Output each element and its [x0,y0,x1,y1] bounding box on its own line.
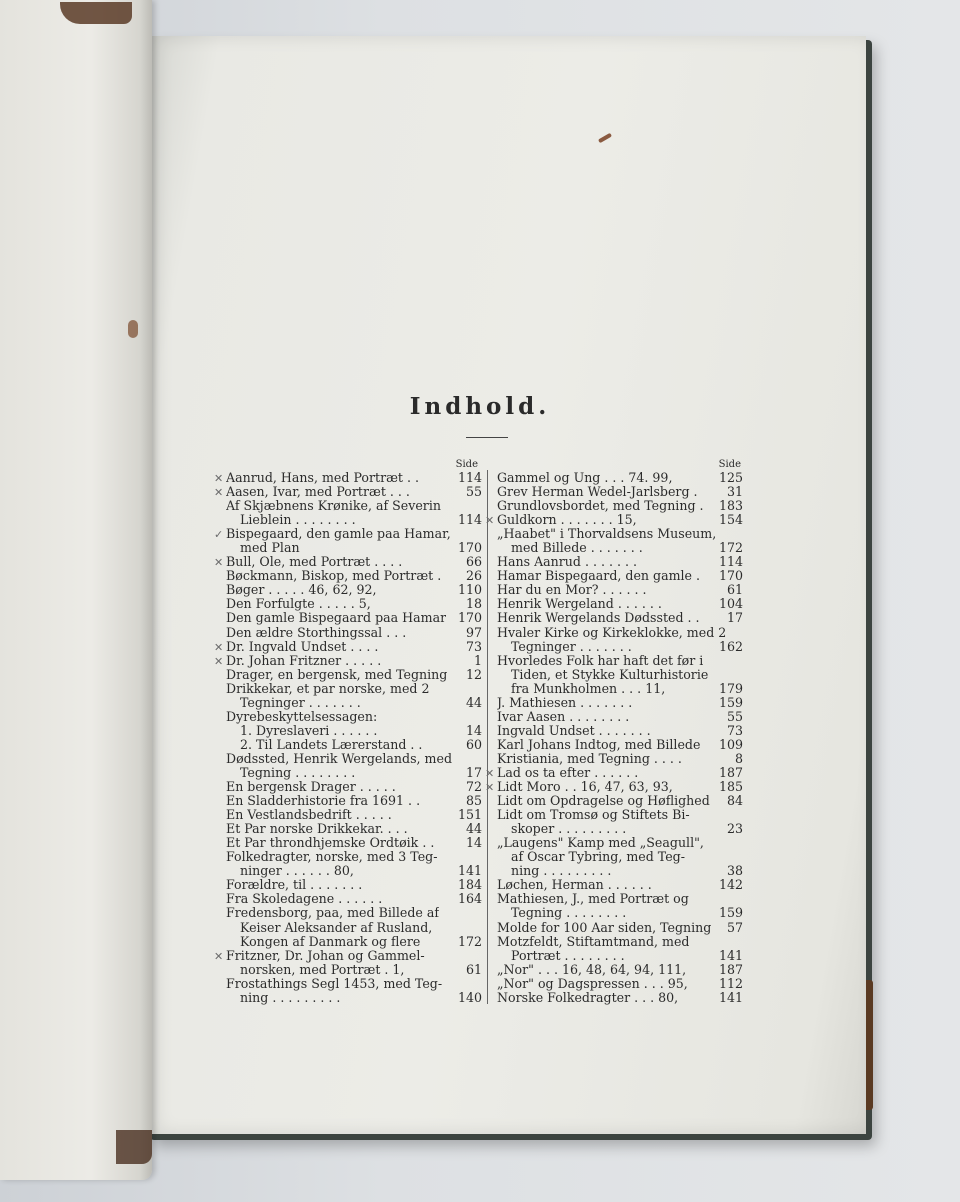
toc-entry-text: Løchen, Herman . . . . . . [497,878,652,893]
toc-page-number: 141 [457,864,482,879]
title-rule [466,437,508,438]
toc-line [497,977,743,991]
toc-line [497,513,743,527]
toc-entry [226,668,482,682]
toc-entry-text: Drikkekar, et par norske, med 2 [226,681,430,696]
toc-page-number: 17 [465,765,482,780]
toc-entry-text: Hvaler Kirke og Kirkeklokke, med 2 [497,625,727,640]
toc-entry [226,906,482,948]
toc-page-number: 44 [465,822,482,837]
toc-entry [226,597,482,611]
toc-page-number: 8 [734,751,743,766]
toc-line [497,780,743,794]
toc-page-number: 44 [465,695,482,710]
toc-entry [497,654,743,696]
toc-entry-text: Ingvald Undset . . . . . . . [497,723,651,738]
toc-page-number: 141 [718,948,743,963]
toc-entry-text: Tiden, et Stykke Kulturhistorie [511,667,709,682]
toc-page-number: 61 [465,962,482,977]
toc-line [497,850,743,864]
toc-entry [226,611,482,625]
toc-entry-text: Lidt om Opdragelse og Høflighed [497,794,710,809]
toc-entry-text: Aasen, Ivar, med Portræt . . . [226,485,410,500]
toc-line [497,569,743,583]
toc-entry [497,738,743,752]
toc-page-number: 187 [718,962,743,977]
toc-page-number: 104 [718,597,743,612]
toc-page-number: 179 [718,681,743,696]
toc-page-number: 66 [465,555,482,570]
toc-entry-text: Den gamle Bispegaard paa Hamar [226,611,447,626]
toc-entry [214,485,482,500]
pencil-mark: ✓ [214,528,224,542]
toc-entry-text: Molde for 100 Aar siden, Tegning [497,920,712,935]
toc-line [497,640,743,654]
side-label: Side [718,459,741,470]
toc-line [226,752,482,766]
toc-line [497,822,743,836]
toc-line [497,836,743,850]
toc-entry [497,696,743,710]
toc-page-number: 55 [465,485,482,500]
pencil-mark: ✕ [214,486,224,500]
toc-entry-text: Den Forfulgte . . . . . 5, [226,597,371,612]
toc-line [226,583,482,597]
toc-line [226,626,482,640]
toc-entry-text: Guldkorn . . . . . . . 15, [497,513,637,528]
toc-line [497,794,743,808]
toc-right-column [485,458,743,1005]
toc-entry [497,836,743,878]
toc-entry-text: Frostathings Segl 1453, med Teg- [226,976,443,991]
toc-entry-text: fra Munkholmen . . . 11, [511,681,666,696]
column-divider [487,470,488,1004]
toc-entry [226,724,482,738]
toc-page-number: 60 [465,737,482,752]
toc-entry-text: Ivar Aasen . . . . . . . . [497,709,630,724]
toc-entry-text: „Nor" . . . 16, 48, 64, 94, 111, [497,962,687,977]
toc-entry [214,639,482,654]
toc-line [497,499,743,513]
toc-page-number: 23 [726,822,743,837]
toc-entry-text: Bull, Ole, med Portræt . . . . [226,555,403,570]
toc-line [226,850,482,864]
toc-line [226,710,482,724]
toc-line [226,822,482,836]
toc-entry-text: ninger . . . . . . 80, [240,864,354,879]
pencil-mark: ✕ [214,949,224,963]
toc-entry [497,611,743,625]
toc-line [226,569,482,583]
toc-page-number: 114 [718,555,743,570]
toc-line [226,878,482,892]
toc-entry-text: Den ældre Storthingssal . . . [226,625,407,640]
toc-entry-text: „Haabet" i Thorvaldsens Museum, [497,527,717,542]
toc-page-number: 31 [726,485,743,500]
toc-page-number: 142 [718,878,743,893]
toc-entry-text: 1. Dyreslaveri . . . . . . [240,723,378,738]
toc-line [497,583,743,597]
toc-line [497,471,743,485]
toc-entry [497,808,743,836]
toc-line [497,611,743,625]
toc-line [497,949,743,963]
toc-line [497,626,743,640]
toc-line [226,541,482,555]
toc-entry-text: Af Skjæbnens Krønike, af Severin [226,499,441,514]
toc-page-number: 114 [457,513,482,528]
toc-entry [497,892,743,920]
toc-entry [497,527,743,555]
toc-entry [214,653,482,668]
toc-page-number: 38 [726,864,743,879]
toc-entry-text: Tegning . . . . . . . . [240,765,356,780]
toc-page-number: 17 [726,611,743,626]
toc-entry-text: Grundlovsbordet, med Tegning . [497,499,704,514]
toc-entry-text: En bergensk Drager . . . . . [226,780,396,795]
toc-line [226,949,482,963]
toc-entry [214,555,482,570]
toc-entry-text: Har du en Mor? . . . . . . [497,583,647,598]
toc-entry [497,485,743,499]
pencil-mark: ✕ [485,781,495,795]
toc-entry-text: Hvorledes Folk har haft det før i [497,653,704,668]
toc-line [497,808,743,822]
toc-entry-text: skoper . . . . . . . . . [511,822,627,837]
toc-entry-text: Motzfeldt, Stiftamtmand, med [497,934,690,949]
toc-entry-text: Fredensborg, paa, med Billede af [226,906,440,921]
toc-line [497,597,743,611]
toc-line [226,668,482,682]
toc-page-number: 84 [726,794,743,809]
toc-line [226,892,482,906]
toc-entry-text: Gammel og Ung . . . 74. 99, [497,471,673,485]
leaf-stain [128,320,138,338]
toc-entry-text: Lad os ta efter . . . . . . [497,765,639,780]
toc-page-number: 73 [726,723,743,738]
toc-entry [226,710,482,724]
toc-entry [497,710,743,724]
toc-entry [226,738,482,752]
toc-entry-text: Dødssted, Henrik Wergelands, med [226,751,453,766]
toc-line [226,485,482,499]
toc-line [226,906,482,920]
toc-entry-text: Lidt om Tromsø og Stiftets Bi- [497,808,690,823]
toc-line [226,513,482,527]
toc-line [226,808,482,822]
toc-entry-text: „Laugens" Kamp med „Seagull", [497,836,704,851]
toc-page-number: 159 [718,906,743,921]
toc-entry-text: Mathiesen, J., med Portræt og [497,892,689,907]
toc-page-number: 183 [718,499,743,514]
toc-entry [226,836,482,850]
toc-entry-text: Forældre, til . . . . . . . [226,878,363,893]
toc-entry [497,724,743,738]
toc-entry-text: J. Mathiesen . . . . . . . [497,695,633,710]
toc-entry [226,892,482,906]
toc-entry [226,626,482,640]
pencil-mark: ✕ [214,640,224,654]
toc-entry-text: Grev Herman Wedel-Jarlsberg . [497,485,698,500]
toc-entry-text: norsken, med Portræt . 1, [240,962,405,977]
toc-entry-text: ning . . . . . . . . . [511,864,612,879]
toc-line [226,696,482,710]
toc-entry-text: Lieblein . . . . . . . . [240,513,356,528]
toc-line [226,654,482,668]
toc-line [497,766,743,780]
toc-page-number: 26 [465,569,482,584]
toc-entry [214,471,482,485]
toc-page-number: 172 [457,934,482,949]
toc-entry [497,555,743,569]
toc-entry [226,583,482,597]
toc-entry [497,794,743,808]
toc-page-number: 14 [465,836,482,851]
toc-page-number: 12 [465,667,482,682]
toc-entry-text: Karl Johans Indtog, med Billede [497,737,701,752]
toc-entry-text: Dyrebeskyttelsessagen: [226,709,378,724]
facing-page-leaf [0,0,152,1180]
toc-entry-text: ning . . . . . . . . . [240,990,341,1005]
toc-line [497,668,743,682]
toc-line [226,611,482,625]
toc-entry [497,499,743,513]
toc-entry-text: Henrik Wergelands Dødssted . . [497,611,700,626]
toc-line [497,752,743,766]
toc-entry [226,878,482,892]
toc-entry [226,752,482,780]
toc-line [497,864,743,878]
toc-entry-text: Bøckmann, Biskop, med Portræt . [226,569,442,584]
toc-line [226,794,482,808]
toc-page-number: 73 [465,639,482,654]
toc-entry-text: Hans Aanrud . . . . . . . [497,555,638,570]
toc-line [497,654,743,668]
toc-entry [497,935,743,963]
toc-entry-text: Keiser Aleksander af Rusland, [240,920,433,935]
toc-entry [497,963,743,977]
toc-line [497,724,743,738]
toc-entry-text: med Plan [240,541,300,556]
toc-line [497,541,743,555]
page-title: Indhold. [409,393,551,420]
toc-entry-text: Bispegaard, den gamle paa Hamar, [226,527,451,542]
toc-entry-text: Tegninger . . . . . . . [511,639,632,654]
toc-entry-text: Bøger . . . . . 46, 62, 92, [226,583,377,598]
toc-page-number: 18 [465,597,482,612]
toc-entry [497,583,743,597]
toc-line [497,696,743,710]
toc-page-number: 97 [465,625,482,640]
toc-entry [497,977,743,991]
toc-page-number: 14 [465,723,482,738]
toc-page-number: 85 [465,794,482,809]
toc-line [497,710,743,724]
toc-line [226,963,482,977]
toc-line [226,471,482,485]
toc-entry-text: Fra Skoledagene . . . . . . [226,892,383,907]
toc-entry [497,569,743,583]
toc-page-number: 1 [473,653,482,668]
toc-page-number: 170 [718,569,743,584]
toc-line [226,935,482,949]
side-label: Side [455,459,478,470]
toc-page-number: 109 [718,737,743,752]
toc-entry-text: Kristiania, med Tegning . . . . [497,751,682,766]
toc-entry [497,626,743,654]
toc-page-number: 140 [457,990,482,1005]
toc-left-column [214,458,482,1005]
toc-entry [497,991,743,1005]
toc-line [226,780,482,794]
toc-entry [226,780,482,794]
toc-entry [485,780,743,795]
toc-entry [226,794,482,808]
toc-line [497,921,743,935]
toc-page-number: 187 [718,765,743,780]
toc-entry-text: Tegning . . . . . . . . [511,906,627,921]
toc-line [497,991,743,1005]
toc-line [497,485,743,499]
toc-page-number: 170 [457,611,482,626]
leaf-stain [60,2,132,24]
toc-line [226,499,482,513]
toc-line [226,738,482,752]
toc-line [497,682,743,696]
toc-entry [226,850,482,878]
toc-entry-text: Folkedragter, norske, med 3 Teg- [226,850,438,865]
toc-page-number: 164 [457,892,482,907]
toc-entry-text: af Oscar Tybring, med Teg- [511,850,685,865]
toc-entry [497,921,743,935]
toc-line [226,977,482,991]
toc-line [226,682,482,696]
toc-entry [226,499,482,527]
toc-page-number: 110 [457,583,482,598]
pencil-mark: ✕ [485,514,495,528]
toc-line [497,527,743,541]
toc-line [226,640,482,654]
toc-line [226,527,482,541]
toc-entry-text: med Billede . . . . . . . [511,541,643,556]
toc-line [226,991,482,1005]
toc-page-number: 55 [726,709,743,724]
toc-page-number: 125 [718,471,743,485]
toc-line [497,892,743,906]
toc-entry-text: Tegninger . . . . . . . [240,695,361,710]
toc-page-number: 72 [465,780,482,795]
page-speck [598,133,612,143]
pencil-mark: ✕ [214,556,224,570]
toc-entry-text: 2. Til Landets Lærerstand . . [240,737,423,752]
toc-page-number: 61 [726,583,743,598]
toc-entry [497,752,743,766]
toc-page-number: 162 [718,639,743,654]
toc-line [226,597,482,611]
toc-line [497,963,743,977]
toc-page-number: 57 [726,920,743,935]
pencil-mark: ✕ [214,472,224,485]
toc-entry [485,765,743,780]
toc-entry-text: „Nor" og Dagspressen . . . 95, [497,976,688,991]
toc-page-number: 159 [718,695,743,710]
toc-page-number: 154 [718,513,743,528]
toc-entry [485,513,743,528]
toc-entry-text: En Vestlandsbedrift . . . . . [226,808,392,823]
toc-entry-text: Aanrud, Hans, med Portræt . . [226,471,420,485]
toc-line [226,724,482,738]
toc-line [226,921,482,935]
toc-entry-text: Hamar Bispegaard, den gamle . [497,569,701,584]
toc-entry-text: Drager, en bergensk, med Tegning [226,667,448,682]
toc-entry [214,948,482,977]
toc-entry-text: Et Par throndhjemske Ordtøik . . [226,836,435,851]
toc-page-number: 151 [457,808,482,823]
toc-entry [226,977,482,1005]
toc-page-number: 141 [718,990,743,1005]
toc-page-number: 170 [457,541,482,556]
toc-line [497,738,743,752]
toc-line [497,555,743,569]
toc-entry-text: Kongen af Danmark og flere [240,934,421,949]
toc-line [497,878,743,892]
toc-entry [226,682,482,710]
toc-entry-text: Henrik Wergeland . . . . . . [497,597,662,612]
pencil-mark: ✕ [214,654,224,668]
toc-entry [226,808,482,822]
toc-line [226,555,482,569]
toc-line [497,935,743,949]
toc-line [226,836,482,850]
toc-entry-text: Portræt . . . . . . . . [511,948,625,963]
pencil-mark: ✕ [485,766,495,780]
toc-line [226,766,482,780]
toc-entry [497,471,743,485]
toc-page-number: 172 [718,541,743,556]
toc-entry [226,822,482,836]
toc-entry-text: Dr. Johan Fritzner . . . . . [226,653,382,668]
toc-entry [214,527,482,556]
toc-page-number: 112 [718,976,743,991]
toc-entry-text: Norske Folkedragter . . . 80, [497,990,679,1005]
toc-entry-text: Fritzner, Dr. Johan og Gammel- [226,948,425,963]
toc-entry-text: En Sladderhistorie fra 1691 . . [226,794,421,809]
leaf-stain [116,1130,152,1164]
toc-page-number: 114 [457,471,482,485]
toc-entry-text: Lidt Moro . . 16, 47, 63, 93, [497,780,673,795]
toc-entry [497,878,743,892]
toc-entry [226,569,482,583]
toc-entry [497,597,743,611]
toc-entry-text: Dr. Ingvald Undset . . . . [226,639,379,654]
toc-page-number: 184 [457,878,482,893]
toc-entry-text: Et Par norske Drikkekar. . . . [226,822,408,837]
toc-line [497,906,743,920]
toc-line [226,864,482,878]
toc-page-number: 185 [718,780,743,795]
